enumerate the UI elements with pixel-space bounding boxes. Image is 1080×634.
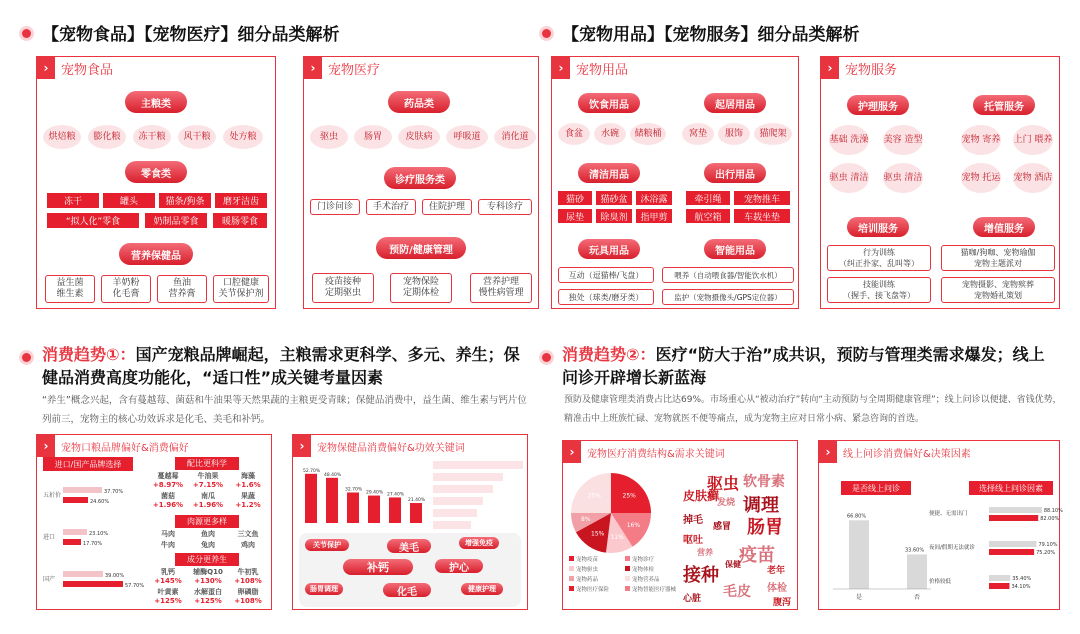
cloud-word: 感冒 (713, 522, 732, 532)
word-cloud (683, 471, 795, 608)
nutri-item: 口腔健康 关节保护剂 (213, 275, 269, 303)
trend-label: 消费趋势②： (562, 345, 656, 364)
category-pill: 预防/健康管理 (376, 237, 466, 259)
tag: 护心 (435, 559, 483, 573)
smart-item: 监护（宠物摄像头/GPS定位器） (662, 289, 794, 305)
supply-item: 尿垫 (558, 209, 592, 223)
grid-cell: 马肉 (161, 530, 175, 538)
bar-2022 (63, 571, 103, 577)
chevron-right-icon: › (563, 441, 581, 463)
service-item: 驱虫 清洁 (883, 163, 923, 193)
grid-cell: 水解蛋白 (194, 588, 222, 596)
subhead: 肉源更多样 (175, 515, 239, 528)
data-label: 52.70% (303, 468, 321, 474)
import-chart (41, 475, 145, 607)
chevron-right-icon: › (819, 441, 837, 463)
category-pill: 诊疗服务类 (384, 167, 456, 189)
cloud-word: 肠胃 (747, 517, 783, 538)
cat-label: 国产 (43, 576, 56, 583)
supply-item: 窝垫 (682, 123, 714, 145)
supplement-chart (297, 457, 525, 531)
grid-cell: 果蔬 (241, 492, 255, 500)
food-item: 烘焙粮 (43, 125, 81, 149)
supply-item: 沐浴露 (636, 191, 672, 205)
data-label: 39.00% (105, 573, 125, 579)
grid-cell: 鸡肉 (241, 541, 255, 549)
service-item: 美容 造型 (883, 125, 923, 155)
category-pill: 智能用品 (704, 239, 766, 259)
subhead: 配比更科学 (175, 457, 239, 470)
cloud-word: 软骨素 (743, 474, 785, 490)
online-yesno-chart (823, 499, 933, 607)
data-label: 35.40% (1012, 576, 1032, 582)
trend-paragraph-right: 预防及健康管理类消费占比达69%。市场重心从“被动治疗”转向“主动预防与全周期健康管理”；线上问诊以便捷、省钱优势，精准击中上班族忙碌、宠物就医不便等痛点，成为宠物主应对日常小病、紧急咨询的首选。 (564, 395, 1062, 424)
train-item: 行为训练 （纠正扑家、乱叫等） (827, 245, 931, 271)
subhead: 进口/国产品牌选择 (43, 457, 133, 471)
snack-item: 暖肠零食 (213, 213, 267, 228)
prevent-item: 疫苗接种 定期驱虫 (312, 273, 374, 303)
drug-item: 驱虫 (310, 125, 348, 149)
cloud-word: 营养 (697, 548, 713, 557)
category-pill: 起居用品 (704, 93, 766, 113)
cat-label: 便捷、无需出门 (929, 511, 968, 517)
train-item: 技能训练 （握手、接飞盘等） (827, 277, 931, 303)
chart-bar (989, 575, 1010, 581)
snack-item: 冻干 (47, 193, 99, 208)
cloud-word: 老年 (767, 566, 786, 576)
chart-bar (326, 478, 338, 523)
trend-text: 国产宠粮品牌崛起，主粮需求更科学、多元、养生；保健品消费高度功能化，“适口性”成关键考量因素 (42, 345, 520, 387)
data-label: 75.20% (1036, 550, 1056, 556)
grid-cell: 兔肉 (201, 541, 215, 549)
category-pill: 药品类 (388, 91, 450, 113)
data-label: 11% (610, 534, 624, 542)
online-factor-chart (929, 499, 1063, 607)
cloud-word: 腹泻 (773, 598, 792, 608)
data-label: 16% (626, 521, 641, 529)
data-label: 27.40% (387, 492, 405, 498)
trend-paragraph-left: “养生”概念兴起，含有蔓越莓、菌菇和牛油果等天然果蔬的主粮更受青睐；保健品消费中，益生菌、维生素与钙片位列前三，宠物主的核心功效诉求是化毛、美毛和补钙。 (42, 395, 527, 425)
pie-chart (569, 471, 653, 555)
category-pill: 清洁用品 (578, 163, 640, 183)
service-panel (820, 56, 1060, 309)
grid-cell: 卵磷脂 (237, 588, 259, 596)
category-pill: 饮食用品 (578, 93, 640, 113)
prevent-item: 营养护理 慢性病管理 (470, 273, 532, 303)
service-item: 宠物 酒店 (1013, 163, 1053, 193)
toy-item: 互动（逗猫棒/飞盘） (558, 267, 654, 283)
chart2-panel (292, 434, 528, 610)
cloud-word: 皮肤癣 (683, 489, 720, 503)
data-label: 25% (622, 492, 636, 500)
right-heading: 【宠物用品】【宠物服务】细分品类解析 (562, 25, 860, 45)
trend-headline-right (562, 343, 1052, 389)
grid-cell: 乳钙 (161, 568, 175, 576)
supply-item: 水碗 (594, 123, 626, 145)
legend-item: 宠物诊疗 (625, 555, 654, 563)
chart-bar (907, 554, 927, 589)
grid-cell: 牛初乳 (237, 568, 259, 576)
drug-item: 皮肤病 (398, 125, 440, 149)
food-item: 风干粮 (178, 125, 216, 149)
grid-cell: 海藻 (241, 472, 255, 480)
cat-label: 夜间/假期无法就诊 (929, 545, 975, 551)
panel-title: 宠物食品 (61, 62, 114, 78)
smart-item: 喂养（自动喂食器/智能饮水机） (662, 267, 794, 283)
grid-3 (149, 567, 267, 609)
service-item: 宠物 寄养 (961, 125, 1001, 155)
supply-item: 宠物推车 (734, 191, 790, 205)
snack-item: “拟人化”零食 (47, 213, 139, 228)
chart-bar (389, 497, 401, 523)
chevron-right-icon: › (821, 57, 839, 79)
category-pill: 主粮类 (125, 91, 187, 113)
chart-bar (989, 549, 1034, 555)
supply-item: 猫砂盆 (596, 191, 632, 205)
food-panel (36, 56, 276, 309)
data-label: 23.10% (89, 531, 109, 537)
cloud-word: 毛皮 (723, 584, 751, 600)
grid-cell: 叶黄素 (157, 588, 179, 596)
data-label: 66.80% (847, 513, 867, 520)
service-item: 上门 喂养 (1013, 125, 1053, 155)
trend-dot (542, 353, 551, 362)
category-pill: 玩具用品 (578, 239, 640, 259)
tag: 美毛 (387, 539, 431, 553)
cloud-word: 发烧 (717, 498, 736, 508)
grid-cell: +108% (234, 577, 262, 585)
food-item: 冻干粮 (133, 125, 171, 149)
supply-item: 除臭剂 (596, 209, 632, 223)
tag: 增强免疫 (459, 537, 499, 549)
chart-bar (410, 503, 422, 523)
chart-bar (347, 492, 359, 523)
clinic-item: 手术治疗 (366, 199, 416, 215)
food-item: 处方粮 (223, 125, 263, 149)
cloud-word: 心脏 (683, 594, 702, 604)
panel-title: 线上问诊消费偏好&决策因素 (843, 448, 971, 460)
legend-item: 宠物营养品 (625, 575, 660, 583)
tag: 健康护理 (461, 583, 503, 595)
category-pill: 培训服务 (847, 217, 909, 237)
grid-cell: 菌菇 (161, 492, 175, 500)
category-pill: 护理服务 (847, 95, 909, 115)
supply-item: 航空箱 (686, 209, 730, 223)
legend-item: 宠物药品 (569, 575, 598, 583)
clinic-item: 专科诊疗 (478, 199, 532, 215)
grid-cell: 辅酶Q10 (193, 568, 223, 576)
data-label: 17.70% (83, 541, 103, 547)
food-item: 膨化粮 (88, 125, 126, 149)
subhead: 是否线上问诊 (841, 481, 911, 495)
bar-2024 (63, 539, 81, 545)
supply-item: 猫爬架 (754, 123, 792, 145)
grid-cell: +125% (154, 597, 182, 605)
service-item: 驱虫 清洁 (829, 163, 869, 193)
cloud-word: 接种 (683, 565, 719, 586)
grid-cell: 蔓越莓 (157, 472, 179, 480)
prevent-item: 宠物保险 定期体检 (390, 273, 452, 303)
data-label: 88.10% (1043, 508, 1063, 514)
bar-2022 (63, 487, 102, 493)
tag: 肠胃调理 (305, 583, 343, 595)
grid-cell: 三文鱼 (237, 530, 259, 538)
data-label: 32.70% (345, 487, 363, 493)
trend-label: 消费趋势①： (42, 345, 136, 364)
service-item: 宠物 托运 (961, 163, 1001, 193)
nutri-item: 益生菌 维生素 (45, 275, 95, 303)
supply-item: 食盆 (558, 123, 590, 145)
grid-cell: +1.2% (235, 501, 261, 509)
drug-item: 呼吸道 (446, 125, 488, 149)
snack-item: 奶制品零食 (145, 213, 207, 228)
grid-cell: +145% (154, 577, 182, 585)
trend-text: 医疗“防大于治”成共识，预防与管理类需求爆发；线上问诊开辟增长新蓝海 (562, 345, 1045, 387)
legend-item: 宠物医疗保险 (569, 585, 609, 593)
tag: 关节保护 (305, 539, 349, 551)
left-heading: 【宠物食品】【宠物医疗】细分品类解析 (42, 25, 340, 45)
grid-cell: 鱼肉 (201, 530, 215, 538)
cat-label: 是 (856, 594, 863, 601)
data-label: 57.70% (125, 583, 145, 589)
pie-legend (569, 555, 687, 605)
bar-2022 (63, 529, 87, 535)
supply-item: 牵引绳 (686, 191, 730, 205)
cat-label: 价格较低 (929, 579, 952, 585)
grid-cell: +1.96% (192, 501, 224, 509)
tag-cloud (299, 533, 521, 607)
clinic-item: 住院护理 (422, 199, 472, 215)
grid-cell: 牛肉 (161, 541, 175, 549)
cloud-word: 掉毛 (683, 515, 703, 526)
legend-item: 宠物智能医疗器械 (625, 585, 676, 593)
data-label: 8% (580, 516, 591, 524)
grid-1 (149, 471, 267, 515)
snack-item: 磨牙洁齿 (215, 193, 267, 208)
data-label: 15% (591, 530, 605, 538)
heading-dot (22, 29, 31, 38)
cloud-word: 呕吐 (683, 535, 703, 546)
grid-cell: 牛油果 (197, 472, 219, 480)
supply-item: 车载坐垫 (734, 209, 790, 223)
legend-item: 宠物驱虫 (569, 565, 598, 573)
supply-item: 指甲剪 (636, 209, 672, 223)
value-item: 宠物摄影、宠物殡葬 宠物婚礼策划 (941, 277, 1055, 303)
subhead: 选择线上问诊因素 (969, 481, 1053, 495)
chart3-panel (562, 440, 798, 610)
chart-bar (849, 520, 869, 589)
trend-dot (22, 353, 31, 362)
chart-bar (989, 541, 1036, 547)
panel-title: 宠物服务 (845, 62, 898, 78)
panel-title: 宠物口粮品牌偏好&消费偏好 (61, 442, 189, 454)
cloud-word: 驱虫 (707, 474, 740, 493)
snack-item: 罐头 (103, 193, 155, 208)
panel-title: 宠物保健品消费偏好&功效关键词 (317, 442, 465, 454)
toy-item: 独处（球类/磨牙类） (558, 289, 654, 305)
heading-dot (542, 29, 551, 38)
data-label: 25% (587, 492, 601, 500)
supplies-panel (551, 56, 799, 309)
nutri-item: 羊奶粉 化毛膏 (101, 275, 151, 303)
chevron-right-icon: › (304, 57, 322, 79)
grid-cell: +1.96% (152, 501, 184, 509)
data-label: 24.60% (90, 499, 110, 505)
data-label: 33.60% (905, 547, 925, 554)
bar-2024 (63, 497, 88, 503)
bar-2024 (63, 581, 123, 587)
chevron-right-icon: › (552, 57, 570, 79)
category-pill: 营养保健品 (119, 243, 193, 265)
supply-item: 服饰 (718, 123, 750, 145)
panel-title: 宠物医疗 (328, 62, 381, 78)
chart-bar (368, 496, 380, 523)
trend-headline-left (42, 343, 530, 389)
cat-label: 否 (914, 594, 921, 601)
chart-bar (989, 515, 1038, 521)
chart-bar (305, 474, 317, 523)
panel-title: 宠物医疗消费结构&需求关键词 (587, 448, 725, 460)
supply-item: 猫砂 (558, 191, 592, 205)
data-label: 21.40% (408, 498, 426, 504)
grid-cell: +1.6% (235, 481, 261, 489)
category-pill: 增值服务 (973, 217, 1035, 237)
grid-cell: +130% (194, 577, 222, 585)
grid-cell: +125% (194, 597, 222, 605)
cloud-word: 调理 (743, 495, 779, 516)
snack-item: 猫条/狗条 (159, 193, 211, 208)
grid-cell: +8.97% (152, 481, 184, 489)
tag: 化毛 (383, 583, 431, 597)
chevron-right-icon: › (293, 435, 311, 457)
cloud-word: 保健 (725, 560, 741, 569)
chevron-right-icon: › (37, 435, 55, 457)
cloud-word: 体检 (767, 583, 787, 594)
data-label: 48.40% (324, 472, 342, 478)
category-pill: 出行用品 (704, 163, 766, 183)
data-label: 29.40% (366, 490, 384, 496)
data-label: 34.10% (1011, 584, 1031, 590)
drug-item: 消化道 (494, 125, 536, 149)
cloud-word: 疫苗 (739, 545, 775, 566)
panel-title: 宠物用品 (576, 62, 629, 78)
nutri-item: 鱼油 营养膏 (157, 275, 207, 303)
category-pill: 零食类 (125, 161, 187, 183)
chart1-panel (36, 434, 272, 610)
grid-cell: 南瓜 (201, 492, 215, 500)
subhead: 成分更养生 (175, 553, 239, 566)
category-pill: 托管服务 (973, 95, 1035, 115)
grid-cell: +7.15% (192, 481, 224, 489)
grid-2 (149, 529, 267, 553)
service-item: 基础 洗澡 (829, 125, 869, 155)
data-label: 82.00% (1040, 516, 1060, 522)
value-item: 猫咖/狗咖、宠物瑜伽 宠物主题派对 (941, 245, 1055, 271)
cat-label: 进口 (43, 534, 56, 541)
chart-bar (989, 507, 1042, 513)
data-label: 79.10% (1038, 542, 1058, 548)
medical-panel (303, 56, 539, 309)
data-label: 37.70% (104, 489, 124, 495)
clinic-item: 门诊问诊 (310, 199, 360, 215)
drug-item: 肠胃 (354, 125, 392, 149)
legend-item: 宠物体检 (625, 565, 654, 573)
chart4-panel (818, 440, 1063, 610)
tag: 补钙 (343, 559, 413, 575)
cat-label: 五折价 (43, 492, 62, 499)
chevron-right-icon: › (37, 57, 55, 79)
legend-item: 宠物疫苗 (569, 555, 598, 563)
supply-item: 储粮桶 (630, 123, 666, 145)
grid-cell: +108% (234, 597, 262, 605)
chart-bar (989, 583, 1009, 589)
